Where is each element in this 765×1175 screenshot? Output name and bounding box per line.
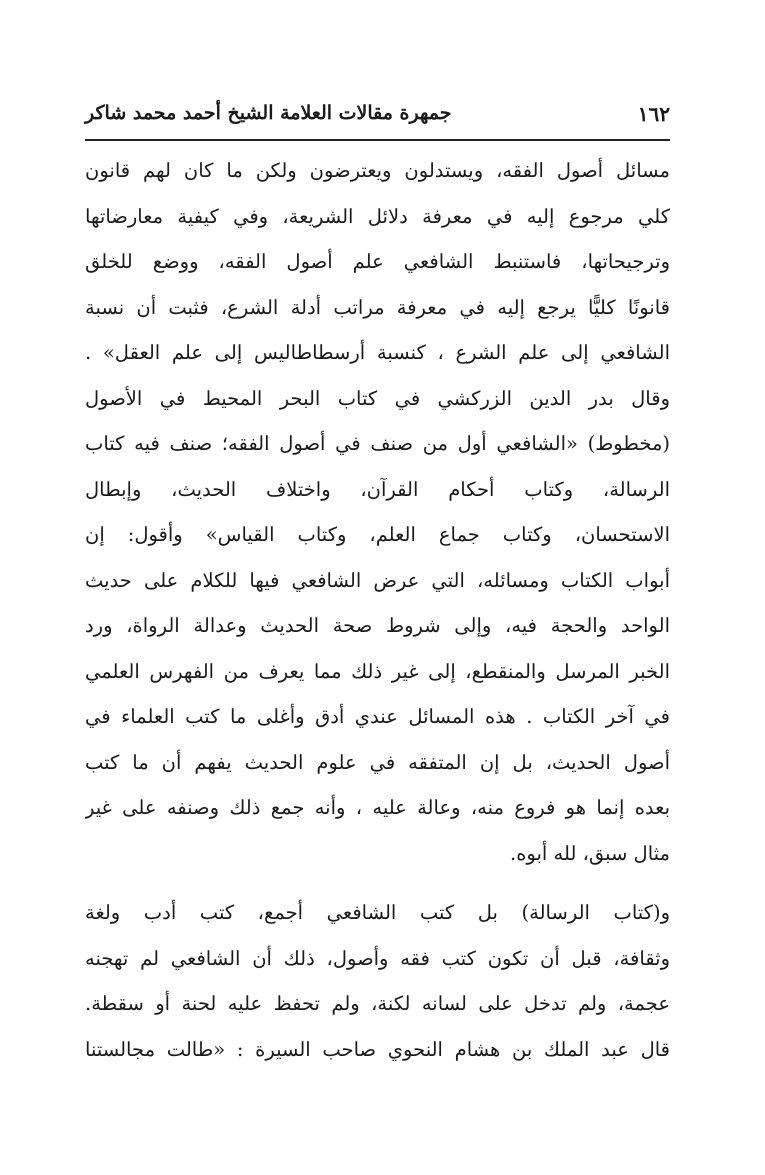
text-line: مثال سبق، لله أبوه. <box>510 841 670 865</box>
text-line: (مخطوط) «الشافعي أول من صنف في أصول الفقه؛ صنف فيه كتاب <box>85 432 670 455</box>
text-line: الخبر المرسل والمنقطع، إلى غير ذلك مما يعرف من الفهرس العلمي <box>85 659 670 683</box>
text-line: الواحد والحجة فيه، وإلى شروط صحة الحديث وعدالة الرواة، ورد <box>85 614 670 637</box>
text-line: في آخر الكتاب . هذه المسائل عندي أدق وأغلى ما كتب العلماء في <box>85 705 670 728</box>
text-line: وترجيحاتها، فاستنبط الشافعي علم أصول الفقه، ووضع للخلق <box>85 250 670 273</box>
text-line: قال عبد الملك بن هشام النحوي صاحب السيرة : «طالت مجالستنا <box>85 1037 670 1061</box>
text-line: بعده إنما هو فروع منه، وعالة عليه ، وأنه جمع ذلك وصنفه على غير <box>85 796 670 819</box>
page-number: ١٦٢ <box>637 102 670 126</box>
paragraph-2 <box>85 890 670 1072</box>
text-line: الاستحسان، وكتاب جماع العلم، وكتاب القياس» وأقول: إن <box>85 523 670 546</box>
text-line: أصول الحديث، بل إن المتفقه في علوم الحديث يفهم أن ما كتب <box>85 750 670 774</box>
text-line: قانونًا كليًّا يرجع إليه في معرفة مراتب أدلة الشرع، فثبت أن نسبة <box>85 295 670 319</box>
text-line: عجمة، ولم تدخل على لسانه لكنة، ولم تحفظ عليه لحنة أو سقطة. <box>85 992 670 1015</box>
text-line: أبواب الكتاب ومسائله، التي عرض الشافعي فيها للكلام على حديث <box>85 568 670 592</box>
page-header <box>85 100 670 132</box>
text-line: كلي مرجوع إليه في معرفة دلائل الشريعة، وفي كيفية معارضاتها <box>85 204 670 228</box>
paragraph-1 <box>85 148 670 876</box>
body-text <box>85 148 670 1072</box>
text-line: الشافعي إلى علم الشرع ، كنسبة أرسطاطاليس إلى علم العقل» . <box>85 341 670 364</box>
running-title: جمهرة مقالات العلامة الشيخ أحمد محمد شاكر <box>85 102 452 124</box>
text-line: الرسالة، وكتاب أحكام القرآن، واختلاف الحديث، وإبطال <box>85 477 670 501</box>
header-divider <box>85 139 670 141</box>
text-line: مسائل أصول الفقه، ويستدلون ويعترضون ولكن ما كان لهم قانون <box>85 159 670 182</box>
text-line: و(كتاب الرسالة) بل كتب الشافعي أجمع، كتب أدب ولغة <box>85 901 670 924</box>
text-line: وثقافة، قبل أن تكون كتب فقه وأصول، ذلك أن الشافعي لم تهجنه <box>85 946 670 970</box>
text-line: وقال بدر الدين الزركشي في كتاب البحر المحيط في الأصول <box>85 386 670 410</box>
